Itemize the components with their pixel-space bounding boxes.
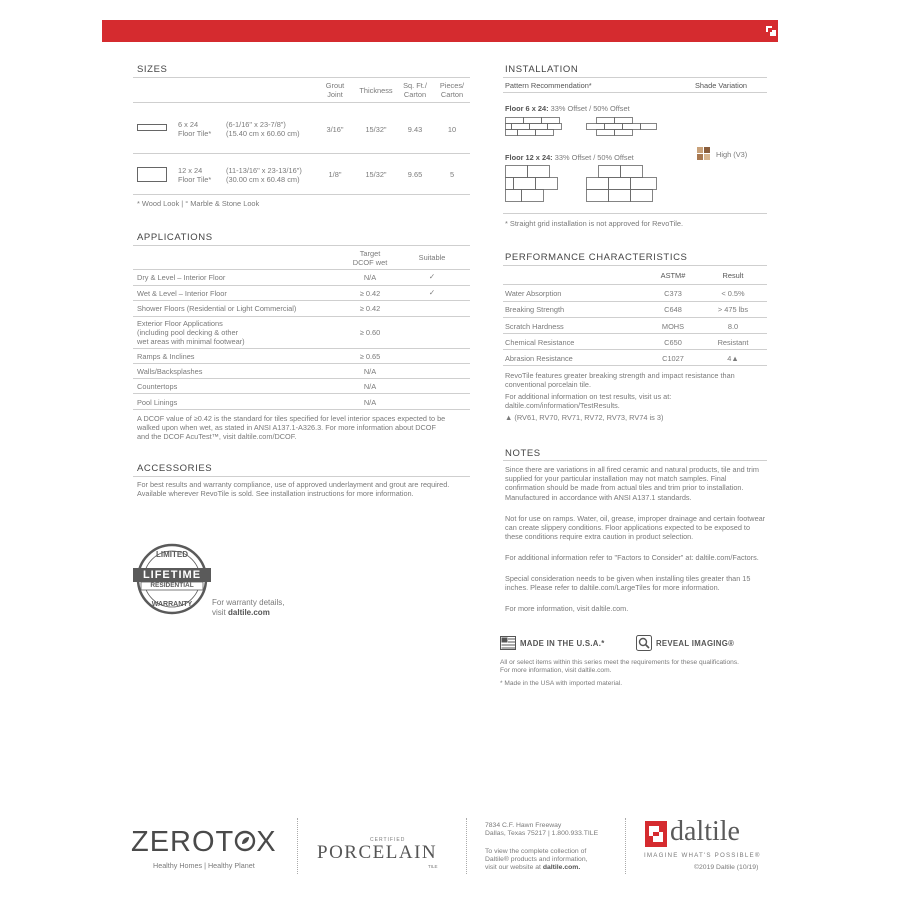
application-dcof: N/A (363, 273, 377, 282)
performance-result: > 475 lbs (717, 305, 749, 314)
application-dcof: N/A (363, 398, 377, 407)
performance-astm: C648 (664, 305, 682, 314)
application-label: Ramps & Inclines (137, 352, 195, 361)
zerotox-logo (131, 826, 277, 859)
divider (133, 269, 470, 270)
porcelain-tile-label: TILE (428, 864, 438, 869)
performance-astm: C373 (664, 289, 682, 298)
performance-label: Water Absorption (505, 289, 562, 298)
floor-12x24-pattern-row (505, 153, 634, 162)
divider (133, 393, 470, 394)
col-sqft-line1: Sq. Ft./ (403, 81, 427, 90)
warranty-visit: visit (212, 608, 226, 617)
tile-6x24-shape (137, 124, 167, 131)
performance-result: 8.0 (727, 322, 739, 331)
warranty-text: For warranty details, (212, 598, 285, 607)
application-dcof: ≥ 0.42 (359, 289, 381, 298)
application-label: Wet & Level – Interior Floor (137, 289, 227, 298)
size-dims-cm: (30.00 cm x 60.48 cm) (226, 175, 300, 184)
col-sqft-line2: Carton (403, 90, 427, 99)
divider (503, 77, 767, 78)
zerotox-o-leaf-icon (234, 830, 256, 852)
size-thickness: 15/32" (365, 170, 387, 179)
note-item: Special consideration needs to be given when installing tiles greater than 15 inches. Please refer to daltile.com/LargeTiles for more information. (505, 574, 751, 593)
application-label: Countertops (137, 382, 178, 391)
size-dims-cm: (15.40 cm x 60.60 cm) (226, 129, 300, 138)
tile-12x24-shape (137, 167, 167, 182)
porcelain-logo: PORCELAIN (317, 842, 438, 863)
note-item: Not for use on ramps. Water, oil, grease, improper drainage and certain footwear can create slippery conditions. Floor applications expected to be exposed to these conditions require extra caution in product selection. (505, 514, 766, 542)
accessories-heading: ACCESSORIES (137, 463, 213, 474)
divider (503, 317, 767, 318)
performance-note-2: For additional information on test results, visit us at: daltile.com/information/TestResults. (505, 392, 672, 411)
col-thickness: Thickness (359, 86, 393, 95)
visit-line-3 (485, 864, 580, 872)
performance-result: Resistant (717, 338, 749, 347)
swatch-square-3 (697, 154, 703, 160)
application-dcof: ≥ 0.60 (359, 328, 381, 337)
floor-12x24-label: Floor 12 x 24: (505, 153, 553, 162)
divider (503, 213, 767, 214)
col-result: Result (722, 271, 744, 280)
size-sqft: 9.43 (407, 125, 423, 134)
brand-header-bar (102, 20, 778, 42)
sizes-footnote: * Wood Look | ° Marble & Stone Look (137, 199, 260, 208)
size-pieces: 10 (447, 125, 457, 134)
divider (133, 476, 470, 477)
daltile-mark-icon (764, 22, 778, 40)
divider (133, 316, 470, 317)
performance-result: < 0.5% (721, 289, 745, 298)
col-grout-line2: Joint (327, 90, 343, 99)
performance-note-1: RevoTile features greater breaking strength and impact resistance than conventional porcelain tile. (505, 371, 735, 390)
divider (133, 378, 470, 379)
divider (133, 102, 470, 103)
col-pieces-line2: Carton (440, 90, 464, 99)
col-pieces-line1: Pieces/ (439, 81, 465, 90)
application-dcof: ≥ 0.42 (359, 304, 381, 313)
application-label-line2: (including pool decking & other (137, 328, 239, 337)
size-type: Floor Tile* (178, 129, 212, 138)
divider (133, 363, 470, 364)
shade-header: Shade Variation (695, 81, 748, 90)
divider (133, 285, 470, 286)
reveal-imaging-label: REVEAL IMAGING® (656, 639, 735, 648)
sizes-heading: SIZES (137, 64, 168, 75)
divider (133, 194, 470, 195)
dcof-note: A DCOF value of ≥0.42 is the standard for tiles specified for level interior spaces expected to be walked upon when wet, as stated in ANSI A137.1-A326.3. For more information about DCOF and the DCOF AcuTest™, visit daltile.com/DCOF. (137, 414, 446, 442)
daltile-wordmark: daltile (670, 816, 740, 847)
swatch-square-4 (704, 154, 710, 160)
copyright: ©2019 Daltile (10/19) (694, 864, 759, 871)
size-name: 6 x 24 (178, 120, 199, 129)
installation-note: * Straight grid installation is not approved for RevoTile. (505, 219, 684, 228)
accessories-text: For best results and warranty compliance, use of approved underlayment and grout are required. Available wherever RevoTile is sold. See installation instructions for more information. (137, 480, 450, 499)
note-item: For more information, visit daltile.com. (505, 604, 629, 613)
divider (503, 301, 767, 302)
warranty-link[interactable]: daltile.com (228, 608, 270, 617)
floor-12x24-pattern: 33% Offset / 50% Offset (554, 153, 634, 162)
application-dcof: N/A (363, 382, 377, 391)
badge-main-text: LIFETIME (142, 569, 202, 581)
address-line-1: 7834 C.F. Hawn Freeway (485, 822, 562, 829)
notes-heading: NOTES (505, 448, 541, 459)
col-suitable: Suitable (418, 253, 446, 262)
size-grout: 3/16" (326, 125, 344, 134)
performance-result: 4▲ (727, 354, 739, 363)
application-label: Shower Floors (Residential or Light Commercial) (137, 304, 297, 313)
divider (503, 365, 767, 366)
zerotox-logo-text-end: X (256, 826, 277, 858)
badge-bottom-text: WARRANTY (151, 601, 193, 608)
address-line-2: Dallas, Texas 75217 | 1.800.933.TILE (485, 830, 599, 837)
pattern-12x24-33-offset-icon (505, 165, 563, 203)
performance-astm: C1027 (662, 354, 684, 363)
footer-divider (466, 818, 467, 874)
size-pieces: 5 (449, 170, 455, 179)
pattern-6x24-50-offset-icon (586, 117, 658, 137)
divider (503, 265, 767, 266)
badge-sub-text: RESIDENTIAL (150, 582, 194, 589)
divider (133, 348, 470, 349)
badges-note: All or select items within this series meet the requirements for these qualifications. For more information, visit daltile.com. (500, 659, 739, 675)
size-grout: 1/8" (328, 170, 342, 179)
divider (503, 349, 767, 350)
application-dcof: ≥ 0.65 (359, 352, 381, 361)
col-dcof-line1: Target (359, 249, 381, 258)
divider (133, 77, 470, 78)
applications-heading: APPLICATIONS (137, 232, 213, 243)
warranty-visit-label (212, 608, 270, 617)
application-label: Exterior Floor Applications (137, 319, 223, 328)
application-label: Walls/Backsplashes (137, 367, 203, 376)
performance-astm: C650 (664, 338, 682, 347)
size-thickness: 15/32" (365, 125, 387, 134)
visit-text: visit our website at (485, 864, 541, 871)
shade-variation-swatch-icon (697, 147, 711, 161)
swatch-square-1 (697, 147, 703, 153)
divider (503, 284, 767, 285)
floor-6x24-pattern: 33% Offset / 50% Offset (550, 104, 630, 113)
daltile-tagline: IMAGINE WHAT'S POSSIBLE® (644, 852, 761, 859)
zerotox-logo-text: ZEROT (131, 826, 235, 858)
col-astm: ASTM# (660, 271, 686, 280)
visit-line-2: Daltile® products and information, (485, 856, 588, 863)
pattern-header: Pattern Recommendation* (505, 81, 592, 90)
divider (503, 460, 767, 461)
performance-label: Scratch Hardness (505, 322, 564, 331)
divider (133, 409, 470, 410)
installation-heading: INSTALLATION (505, 64, 579, 75)
swatch-square-2 (704, 147, 710, 153)
divider (503, 333, 767, 334)
size-dims-in: (11-13/16" x 23-13/16") (226, 166, 302, 175)
us-flag-icon (500, 636, 516, 650)
pattern-6x24-33-offset-icon (505, 117, 563, 137)
application-label: Pool Linings (137, 398, 178, 407)
floor-6x24-label: Floor 6 x 24: (505, 104, 549, 113)
col-grout-line1: Grout (325, 81, 345, 90)
divider (133, 245, 470, 246)
badges-foot: * Made in the USA with imported material. (500, 680, 623, 687)
divider (503, 92, 767, 93)
performance-note-3: ▲ (RV61, RV70, RV71, RV72, RV73, RV74 is 3) (505, 413, 664, 422)
check-icon: ✓ (428, 272, 436, 281)
footer-divider (297, 818, 298, 874)
performance-label: Abrasion Resistance (505, 354, 573, 363)
zerotox-tagline: Healthy Homes | Healthy Planet (153, 861, 255, 870)
visit-line-1: To view the complete collection of (485, 848, 587, 855)
application-label: Dry & Level – Interior Floor (137, 273, 226, 282)
application-dcof: N/A (363, 367, 377, 376)
divider (133, 153, 470, 154)
shade-value: High (V3) (716, 150, 748, 159)
size-dims-in: (6-1/16" x 23-7/8") (226, 120, 286, 129)
performance-heading: PERFORMANCE CHARACTERISTICS (505, 252, 688, 263)
daltile-logo-icon (645, 821, 667, 847)
size-type: Floor Tile* (178, 175, 212, 184)
note-item: Since there are variations in all fired ceramic and natural products, tile and trim supplied for your particular installation may not match samples. Final confirmation should be made from actual tiles and trim prior to installation. Manufactured in accordance with ANSI A137.1 standards. (505, 465, 759, 502)
pattern-12x24-50-offset-icon (586, 165, 658, 203)
note-item: For additional information refer to "Factors to Consider" at: daltile.com/Factors. (505, 553, 759, 562)
size-name: 12 x 24 (178, 166, 203, 175)
performance-label: Breaking Strength (505, 305, 565, 314)
col-dcof-line2: DCOF wet (352, 258, 388, 267)
footer-divider (625, 818, 626, 874)
porcelain-certified: CERTIFIED (370, 837, 406, 843)
made-in-usa-label: MADE IN THE U.S.A.* (520, 639, 605, 648)
application-label-line3: wet areas with minimal footwear) (137, 337, 245, 346)
performance-label: Chemical Resistance (505, 338, 575, 347)
website-link[interactable]: daltile.com. (542, 864, 581, 871)
performance-astm: MOHS (661, 322, 685, 331)
divider (133, 300, 470, 301)
reveal-imaging-icon (636, 635, 652, 651)
floor-6x24-pattern-row (505, 104, 630, 113)
size-sqft: 9.65 (407, 170, 423, 179)
badge-top-text: LIMITED (156, 550, 188, 559)
check-icon: ✓ (428, 288, 436, 297)
